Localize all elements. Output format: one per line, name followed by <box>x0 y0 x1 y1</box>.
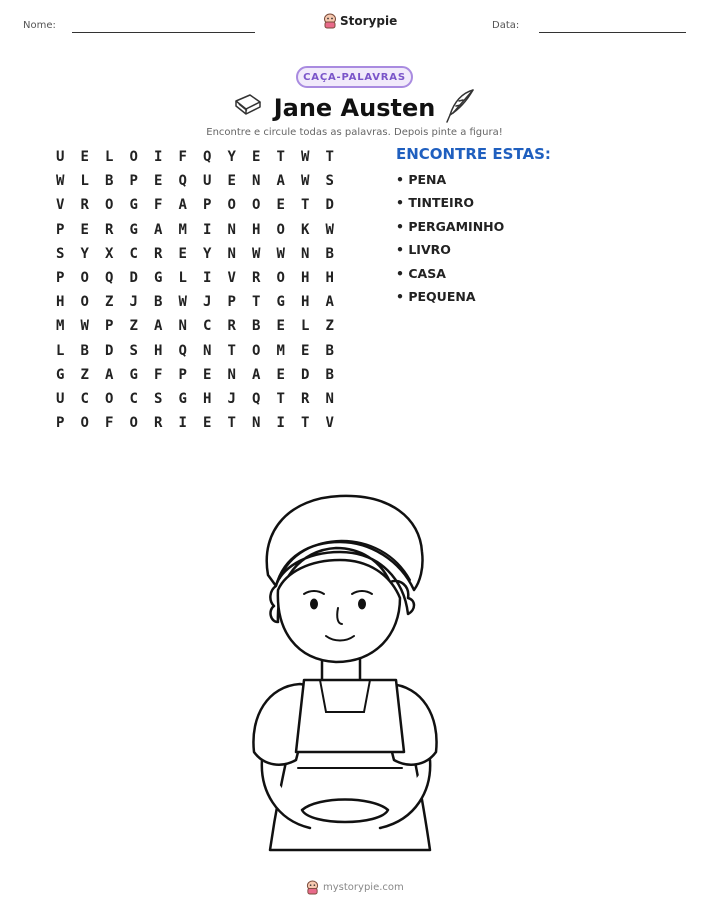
grid-cell[interactable]: N <box>227 245 236 262</box>
grid-cell[interactable]: V <box>227 270 236 287</box>
grid-cell[interactable]: E <box>301 342 310 359</box>
grid-cell[interactable]: L <box>80 173 89 190</box>
grid-cell[interactable]: W <box>276 245 285 262</box>
grid-cell[interactable]: G <box>56 366 65 383</box>
grid-cell[interactable]: I <box>178 415 187 432</box>
grid-cell[interactable]: O <box>252 342 261 359</box>
grid-cell[interactable]: B <box>325 245 334 262</box>
grid-cell[interactable]: I <box>203 270 212 287</box>
grid-cell[interactable]: I <box>203 221 212 238</box>
grid-cell[interactable]: R <box>252 270 261 287</box>
footer <box>306 880 404 895</box>
grid-cell[interactable]: O <box>80 270 89 287</box>
grid-cell[interactable]: F <box>154 197 163 214</box>
grid-cell[interactable]: O <box>252 197 261 214</box>
grid-cell[interactable]: E <box>276 318 285 335</box>
date-label: Data: <box>492 20 520 31</box>
grid-cell[interactable]: B <box>80 342 89 359</box>
grid-cell[interactable]: B <box>154 294 163 311</box>
grid-cell[interactable]: N <box>252 173 261 190</box>
grid-cell[interactable]: H <box>301 270 310 287</box>
grid-cell[interactable]: L <box>56 342 65 359</box>
grid-cell[interactable]: O <box>227 197 236 214</box>
word-item: • PERGAMINHO <box>396 218 505 234</box>
storypie-mascot-icon <box>323 13 337 29</box>
grid-cell[interactable]: E <box>276 366 285 383</box>
grid-row <box>48 145 342 169</box>
left-eye <box>310 599 318 610</box>
grid-cell[interactable]: Q <box>105 270 114 287</box>
word-search-grid <box>48 145 342 435</box>
grid-cell[interactable]: Y <box>80 245 89 262</box>
grid-cell[interactable]: W <box>325 221 334 238</box>
grid-cell[interactable]: E <box>178 245 187 262</box>
grid-cell[interactable]: Y <box>227 149 236 166</box>
grid-cell[interactable]: S <box>325 173 334 190</box>
grid-cell[interactable]: K <box>301 221 310 238</box>
grid-cell[interactable]: A <box>252 366 261 383</box>
grid-cell[interactable]: C <box>80 390 89 407</box>
grid-cell[interactable]: F <box>154 366 163 383</box>
grid-cell[interactable]: R <box>80 197 89 214</box>
grid-row <box>48 169 342 193</box>
grid-cell[interactable]: O <box>80 415 89 432</box>
grid-cell[interactable]: D <box>325 197 334 214</box>
grid-cell[interactable]: Q <box>252 390 261 407</box>
grid-cell[interactable]: G <box>129 366 138 383</box>
grid-cell[interactable]: P <box>203 197 212 214</box>
grid-cell[interactable]: P <box>129 173 138 190</box>
grid-cell[interactable]: L <box>178 270 187 287</box>
grid-row <box>48 387 342 411</box>
word-item: • CASA <box>396 265 446 281</box>
page-title: Jane Austen <box>273 94 436 122</box>
grid-cell[interactable]: S <box>129 342 138 359</box>
grid-cell[interactable]: H <box>325 270 334 287</box>
grid-cell[interactable]: Z <box>80 366 89 383</box>
grid-cell[interactable]: Q <box>203 149 212 166</box>
grid-row <box>48 339 342 363</box>
instructions: Encontre e circule todas as palavras. Depois pinte a figura! <box>206 127 503 138</box>
jane-austen-coloring-illustration <box>240 490 470 852</box>
grid-cell[interactable]: T <box>227 342 236 359</box>
grid-cell[interactable]: P <box>56 415 65 432</box>
name-line[interactable] <box>72 32 255 33</box>
grid-row <box>48 266 342 290</box>
grid-cell[interactable]: W <box>56 173 65 190</box>
grid-cell[interactable]: B <box>325 342 334 359</box>
bodice-shape <box>296 680 404 752</box>
grid-row <box>48 411 342 435</box>
grid-cell[interactable]: U <box>203 173 212 190</box>
word-item: • PENA <box>396 172 447 187</box>
grid-cell[interactable]: G <box>276 294 285 311</box>
grid-cell[interactable]: F <box>105 415 114 432</box>
grid-cell[interactable]: D <box>301 366 310 383</box>
grid-row <box>48 193 342 217</box>
grid-cell[interactable]: U <box>56 149 65 166</box>
grid-cell[interactable]: F <box>178 149 187 166</box>
grid-cell[interactable]: B <box>105 173 114 190</box>
grid-cell[interactable]: W <box>178 294 187 311</box>
grid-cell[interactable]: L <box>301 318 310 335</box>
grid-cell[interactable]: O <box>129 149 138 166</box>
grid-cell[interactable]: I <box>154 149 163 166</box>
grid-cell[interactable]: E <box>252 149 261 166</box>
grid-cell[interactable]: J <box>129 294 138 311</box>
grid-cell[interactable]: O <box>80 294 89 311</box>
word-list-title: ENCONTRE ESTAS: <box>396 145 551 163</box>
grid-cell[interactable]: E <box>227 173 236 190</box>
brand-name: Storypie <box>340 14 398 28</box>
grid-cell[interactable]: X <box>105 245 114 262</box>
grid-row <box>48 314 342 338</box>
grid-cell[interactable]: H <box>203 390 212 407</box>
face-shape <box>278 560 400 662</box>
grid-cell[interactable]: U <box>56 390 65 407</box>
grid-cell[interactable]: N <box>203 342 212 359</box>
grid-cell[interactable]: C <box>203 318 212 335</box>
grid-cell[interactable]: T <box>301 197 310 214</box>
grid-cell[interactable]: B <box>252 318 261 335</box>
grid-cell[interactable]: A <box>276 173 285 190</box>
grid-cell[interactable]: A <box>154 318 163 335</box>
grid-cell[interactable]: H <box>56 294 65 311</box>
grid-cell[interactable]: J <box>227 390 236 407</box>
grid-row <box>48 218 342 242</box>
grid-cell[interactable]: H <box>301 294 310 311</box>
grid-cell[interactable]: A <box>178 197 187 214</box>
grid-row <box>48 363 342 387</box>
word-item: • TINTEIRO <box>396 195 474 211</box>
grid-cell[interactable]: G <box>129 221 138 238</box>
grid-cell[interactable]: B <box>325 366 334 383</box>
grid-cell[interactable]: A <box>105 366 114 383</box>
grid-cell[interactable]: T <box>276 390 285 407</box>
grid-cell[interactable]: E <box>203 366 212 383</box>
word-item: • LIVRO <box>396 242 451 258</box>
grid-cell[interactable]: G <box>129 197 138 214</box>
grid-cell[interactable]: S <box>154 390 163 407</box>
grid-cell[interactable]: N <box>252 415 261 432</box>
grid-cell[interactable]: N <box>178 318 187 335</box>
grid-cell[interactable]: O <box>105 390 114 407</box>
grid-cell[interactable]: W <box>252 245 261 262</box>
grid-cell[interactable]: R <box>154 415 163 432</box>
grid-cell[interactable]: J <box>203 294 212 311</box>
grid-cell[interactable]: H <box>252 221 261 238</box>
grid-cell[interactable]: V <box>325 415 334 432</box>
grid-row <box>48 290 342 314</box>
grid-cell[interactable]: C <box>129 245 138 262</box>
storypie-mascot-icon <box>306 880 319 895</box>
grid-cell[interactable]: E <box>154 173 163 190</box>
grid-cell[interactable]: P <box>105 318 114 335</box>
grid-cell[interactable]: A <box>154 221 163 238</box>
grid-cell[interactable]: V <box>56 197 65 214</box>
word-item: • PEQUENA <box>396 288 476 304</box>
grid-cell[interactable]: O <box>276 270 285 287</box>
word-list <box>396 171 504 311</box>
grid-cell[interactable]: T <box>227 415 236 432</box>
grid-cell[interactable]: R <box>227 318 236 335</box>
grid-cell[interactable]: I <box>276 415 285 432</box>
grid-cell[interactable]: D <box>129 270 138 287</box>
grid-cell[interactable]: R <box>154 245 163 262</box>
grid-cell[interactable]: M <box>276 342 285 359</box>
grid-cell[interactable]: W <box>301 173 310 190</box>
grid-cell[interactable]: Z <box>325 318 334 335</box>
grid-cell[interactable]: O <box>276 221 285 238</box>
grid-cell[interactable]: P <box>178 366 187 383</box>
grid-cell[interactable]: G <box>154 270 163 287</box>
grid-cell[interactable]: T <box>301 415 310 432</box>
grid-cell[interactable]: D <box>105 342 114 359</box>
grid-cell[interactable]: Q <box>178 342 187 359</box>
grid-row <box>48 242 342 266</box>
grid-cell[interactable]: E <box>203 415 212 432</box>
grid-cell[interactable]: L <box>105 149 114 166</box>
grid-cell[interactable]: N <box>301 245 310 262</box>
grid-cell[interactable]: O <box>129 415 138 432</box>
grid-cell[interactable]: H <box>154 342 163 359</box>
grid-cell[interactable]: N <box>227 366 236 383</box>
grid-cell[interactable]: N <box>325 390 334 407</box>
grid-cell[interactable]: N <box>227 221 236 238</box>
grid-cell[interactable]: C <box>129 390 138 407</box>
grid-cell[interactable]: Q <box>178 173 187 190</box>
grid-cell[interactable]: O <box>105 197 114 214</box>
grid-cell[interactable]: Z <box>129 318 138 335</box>
grid-cell[interactable]: W <box>301 149 310 166</box>
grid-cell[interactable]: G <box>178 390 187 407</box>
grid-cell[interactable]: P <box>227 294 236 311</box>
footer-website[interactable]: mystorypie.com <box>323 882 404 893</box>
grid-cell[interactable]: A <box>325 294 334 311</box>
grid-cell[interactable]: R <box>301 390 310 407</box>
grid-cell[interactable]: P <box>56 221 65 238</box>
grid-cell[interactable]: E <box>80 221 89 238</box>
grid-cell[interactable]: Z <box>105 294 114 311</box>
grid-cell[interactable]: T <box>325 149 334 166</box>
word-search-badge: CAÇA-PALAVRAS <box>296 66 413 88</box>
grid-cell[interactable]: E <box>276 197 285 214</box>
grid-cell[interactable]: T <box>276 149 285 166</box>
date-line[interactable] <box>539 32 686 33</box>
grid-cell[interactable]: W <box>80 318 89 335</box>
grid-cell[interactable]: S <box>56 245 65 262</box>
grid-cell[interactable]: M <box>178 221 187 238</box>
quill-icon <box>444 88 476 124</box>
grid-cell[interactable]: T <box>252 294 261 311</box>
hands-shape <box>302 800 388 823</box>
grid-cell[interactable]: E <box>80 149 89 166</box>
grid-cell[interactable]: P <box>56 270 65 287</box>
name-label: Nome: <box>23 20 56 31</box>
grid-cell[interactable]: Y <box>203 245 212 262</box>
grid-cell[interactable]: M <box>56 318 65 335</box>
grid-cell[interactable]: R <box>105 221 114 238</box>
right-eye <box>358 599 366 610</box>
brand-logo <box>323 13 397 29</box>
